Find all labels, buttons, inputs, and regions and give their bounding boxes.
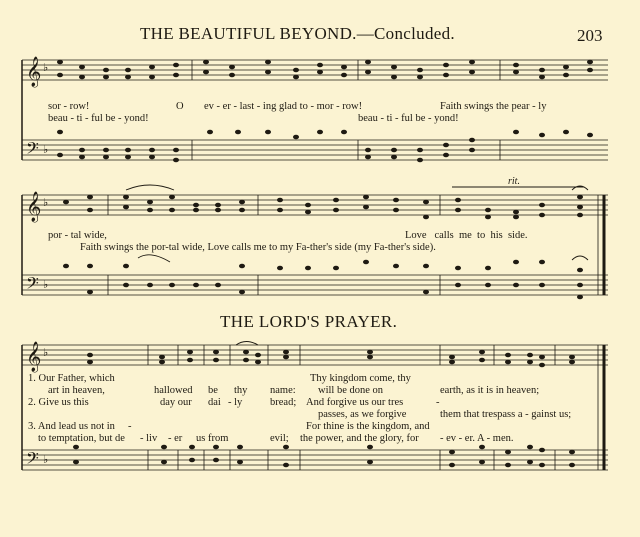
hymn-title: THE LORD'S PRAYER. — [220, 312, 398, 331]
staff-prayer-treble — [22, 345, 608, 365]
prayer-verse-line: Thy kingdom come, thy — [310, 373, 411, 384]
prayer-verse-line: - ly — [228, 397, 243, 408]
flat-key-icon: ♭ — [43, 143, 49, 156]
prayer-verse-line: passes, as we forgive — [318, 409, 407, 420]
lyric-line: Love calls me to his side. — [405, 230, 528, 241]
prayer-verse-line: hallowed — [154, 385, 193, 396]
prayer-verse-line: art in heaven, — [48, 385, 105, 396]
prayer-verse-line: 2. Give us this — [28, 397, 89, 408]
prayer-verse-line: For thine is the kingdom, and — [306, 421, 430, 432]
prayer-verse-line: dai — [208, 397, 221, 408]
prayer-verse-line: thy — [234, 385, 248, 396]
prayer-verse-line: will be done on — [318, 385, 384, 396]
flat-key-icon: ♭ — [43, 278, 49, 291]
lyric-line: por - tal wide, — [48, 230, 107, 241]
prayer-verse-line: name: — [270, 385, 296, 396]
flat-key-icon: ♭ — [43, 346, 49, 359]
staff-prayer-bass — [22, 450, 608, 470]
prayer-verse-line: day our — [160, 397, 192, 408]
prayer-verse-line: evil; — [270, 433, 289, 444]
prayer-verse-line: 3. And lead us not in — [28, 421, 115, 432]
prayer-verse-line: to temptation, but de — [38, 433, 125, 444]
lyric-line: Faith swings the pear - ly — [440, 101, 547, 112]
page-number: 203 — [577, 26, 603, 45]
prayer-verse-line: - — [436, 397, 440, 408]
bass-clef-icon: 𝄢 — [26, 273, 39, 297]
staff-system1-treble — [22, 60, 608, 80]
lyric-line: beau - ti - ful be - yond! — [48, 113, 149, 124]
lyric-line: ev - er - last - ing glad to - mor - row! — [204, 101, 363, 112]
lyric-line: beau - ti - ful be - yond! — [358, 113, 459, 124]
lyric-line: O — [176, 101, 184, 112]
prayer-verse-line: the power, and the glory, for — [300, 433, 419, 444]
prayer-verse-line: us from — [196, 433, 229, 444]
prayer-verse-line: And forgive us our tres — [306, 397, 404, 408]
prayer-verse-line: bread; — [270, 397, 297, 408]
prayer-verse-line: - liv — [140, 433, 158, 444]
staff-system2-treble — [22, 195, 608, 215]
flat-key-icon: ♭ — [43, 453, 49, 466]
ritardando-marking: rit. — [508, 176, 520, 187]
hymn-title-concluded: THE BEAUTIFUL BEYOND.—Concluded. — [140, 24, 455, 43]
prayer-verse-line: earth, as it is in heaven; — [440, 385, 540, 396]
flat-key-icon: ♭ — [43, 196, 49, 209]
bass-clef-icon: 𝄢 — [26, 138, 39, 162]
prayer-verse-line: - er — [168, 433, 183, 444]
lyric-line: sor - row! — [48, 101, 90, 112]
staff-system2-bass — [22, 275, 608, 295]
bass-clef-icon: 𝄢 — [26, 448, 39, 472]
prayer-verse-line: be — [208, 385, 218, 396]
flat-key-icon: ♭ — [43, 61, 49, 74]
lyric-line: Faith swings the por-tal wide, Love calls me to my Fa-ther's side (my Fa-ther's side). — [80, 242, 436, 253]
treble-clef-icon: 𝄞 — [26, 192, 42, 222]
treble-clef-icon: 𝄞 — [26, 342, 42, 372]
prayer-verse-line: - ev - er. A - men. — [440, 433, 514, 444]
prayer-verse-line: 1. Our Father, which — [28, 373, 115, 384]
fermata-icon — [572, 256, 588, 260]
treble-clef-icon: 𝄞 — [26, 57, 42, 87]
prayer-verse-line: them that trespass a - gainst us; — [440, 409, 572, 420]
prayer-verse-line: - — [128, 421, 132, 432]
staff-system1-bass — [22, 140, 608, 160]
